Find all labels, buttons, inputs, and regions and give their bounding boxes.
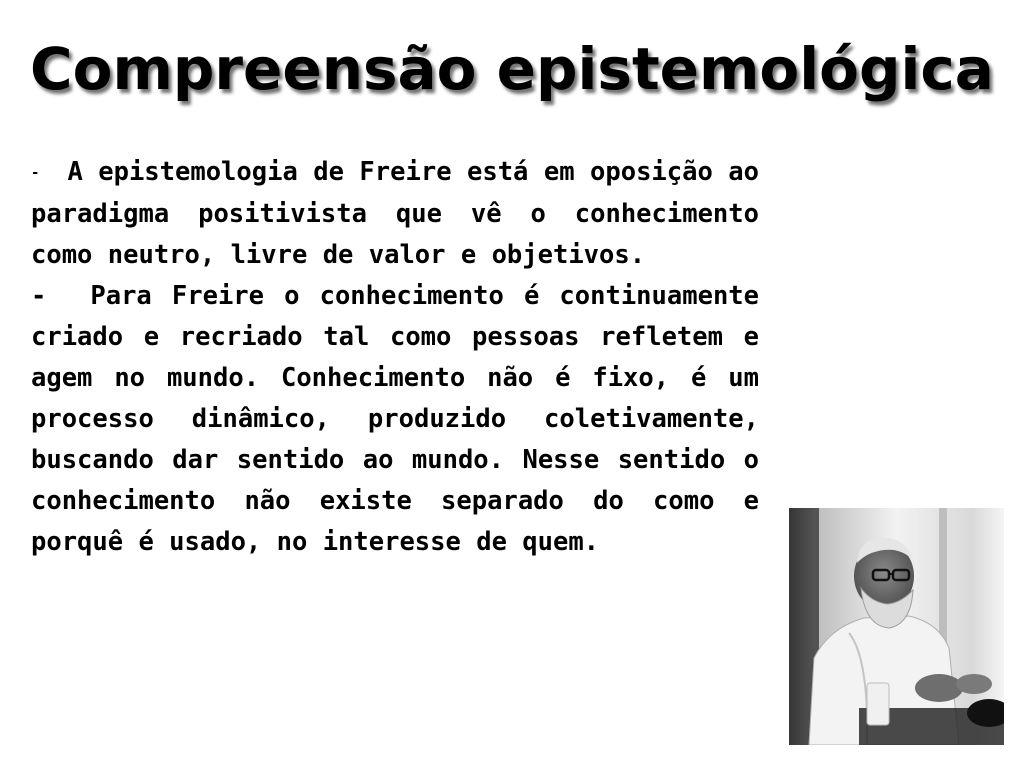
paragraph-1-text: A epistemologia de Freire está em oposição ao paradigma positivista que vê o conhecimento como neutro, livre de valor e objetivos. [31,157,759,270]
slide-title: Compreensão epistemológica [30,35,994,103]
portrait-photo [789,508,1004,745]
bullet-marker-1: - [31,164,40,181]
portrait-image [789,508,1004,745]
paragraph-2-text: Para Freire o conhecimento é continuamente criado e recriado tal como pessoas refletem e agem no mundo. Conhecimento não é fixo, é um processo dinâmico, produzido coletivamente, buscando dar sentido ao mundo. Nesse sentido o conhecimento não existe separado do como e porquê é usado, no interesse de quem. [31,280,759,557]
paragraph-1 [31,152,759,276]
paragraph-2 [31,276,759,563]
bullet-marker-2: - [31,280,47,311]
slide-body [31,152,759,563]
